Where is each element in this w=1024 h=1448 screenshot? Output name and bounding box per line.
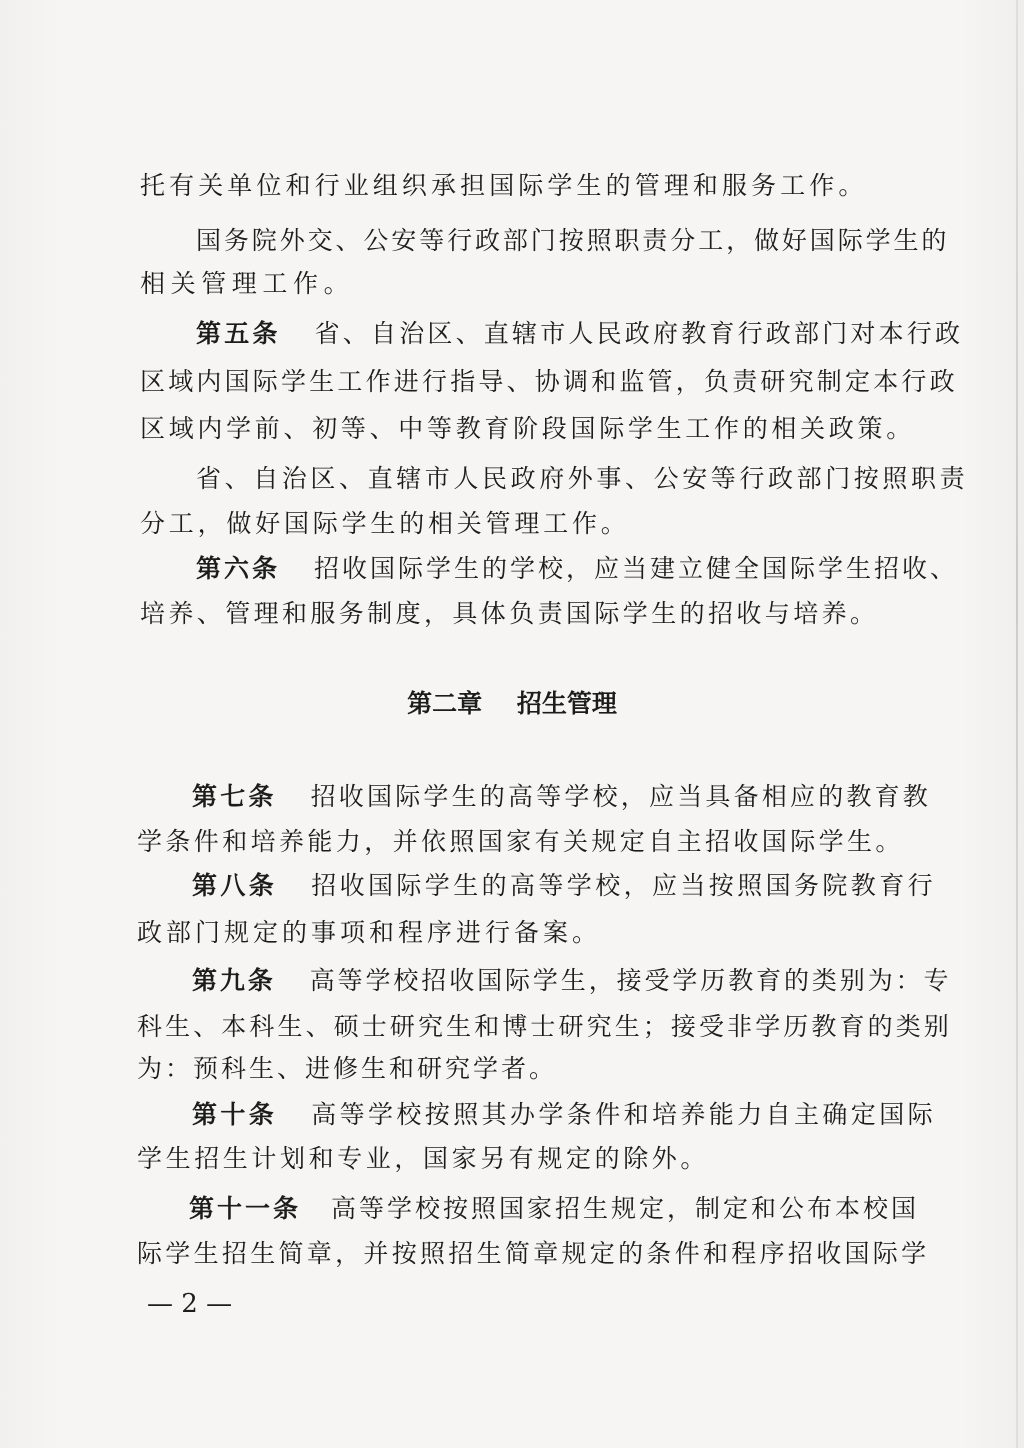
line-text: 区域内国际学生工作进行指导、协调和监管，负责研究制定本行政 [140, 367, 958, 396]
text-line [0, 917, 1024, 949]
line-text: 政部门规定的事项和程序进行备案。 [137, 918, 602, 947]
text-line [0, 413, 1024, 445]
article-line [0, 781, 1024, 813]
line-text: 培养、管理和服务制度，具体负责国际学生的招收与培养。 [140, 599, 879, 628]
text-line [0, 366, 1024, 398]
text-line [0, 598, 1024, 630]
text-line [0, 1011, 1024, 1043]
text-line [0, 170, 1024, 202]
page-number: — 2 — [147, 1289, 233, 1319]
text-line [0, 268, 1024, 300]
line-text: 高等学校按照其办学条件和培养能力自主确定国际 [311, 1100, 937, 1129]
line-text: 高等学校按照国家招生规定，制定和公布本校国 [331, 1194, 920, 1223]
line-text: 招收国际学生的高等学校，应当具备相应的教育教 [310, 782, 932, 811]
text-line [0, 826, 1024, 858]
article-label: 第九条 [192, 966, 276, 995]
line-text: 高等学校招收国际学生，接受学历教育的类别为：专 [309, 966, 952, 995]
article-line [0, 965, 1024, 997]
article-label: 第五条 [196, 319, 281, 348]
line-text: 科生、本科生、硕士研究生和博士研究生；接受非学历教育的类别 [137, 1012, 952, 1041]
article-label: 第十一条 [189, 1194, 302, 1223]
page-edge-shadow [1016, 0, 1018, 1448]
text-line [0, 1238, 1024, 1270]
line-text: 省、自治区、直辖市人民政府教育行政部门对本行政 [314, 319, 964, 348]
text-line [0, 463, 1024, 495]
text-line [0, 1143, 1024, 1175]
text-line [0, 1053, 1024, 1085]
line-text: 分工，做好国际学生的相关管理工作。 [140, 509, 630, 538]
line-text: 为：预科生、进修生和研究学者。 [137, 1054, 558, 1083]
line-text: 国务院外交、公安等行政部门按照职责分工，做好国际学生的 [196, 226, 950, 255]
line-text: 际学生招生简章，并按照招生简章规定的条件和程序招收国际学 [137, 1239, 930, 1268]
article-line [0, 870, 1024, 902]
line-text: 招收国际学生的高等学校，应当按照国务院教育行 [311, 871, 937, 900]
article-label: 第七条 [192, 782, 277, 811]
article-label: 第十条 [192, 1100, 278, 1129]
line-text: 省、自治区、直辖市人民政府外事、公安等行政部门按照职责 [196, 464, 969, 493]
line-text: 学生招生计划和专业，国家另有规定的除外。 [137, 1144, 710, 1173]
article-label: 第六条 [196, 554, 281, 583]
line-text: 学条件和培养能力，并依照国家有关规定自主招收国际学生。 [137, 827, 904, 856]
text-line [0, 508, 1024, 540]
line-text: 托有关单位和行业组织承担国际学生的管理和服务工作。 [140, 171, 868, 200]
line-text: 招收国际学生的学校，应当建立健全国际学生招收、 [314, 554, 959, 583]
line-text: 区域内学前、初等、中等教育阶段国际学生工作的相关政策。 [140, 414, 915, 443]
article-line [0, 318, 1024, 350]
article-line [0, 1099, 1024, 1131]
line-text: 相关管理工作。 [140, 269, 355, 298]
article-label: 第八条 [192, 871, 278, 900]
text-line [0, 225, 1024, 257]
article-line [0, 1193, 1024, 1225]
article-line [0, 553, 1024, 585]
chapter-heading: 第二章 招生管理 [407, 689, 617, 718]
